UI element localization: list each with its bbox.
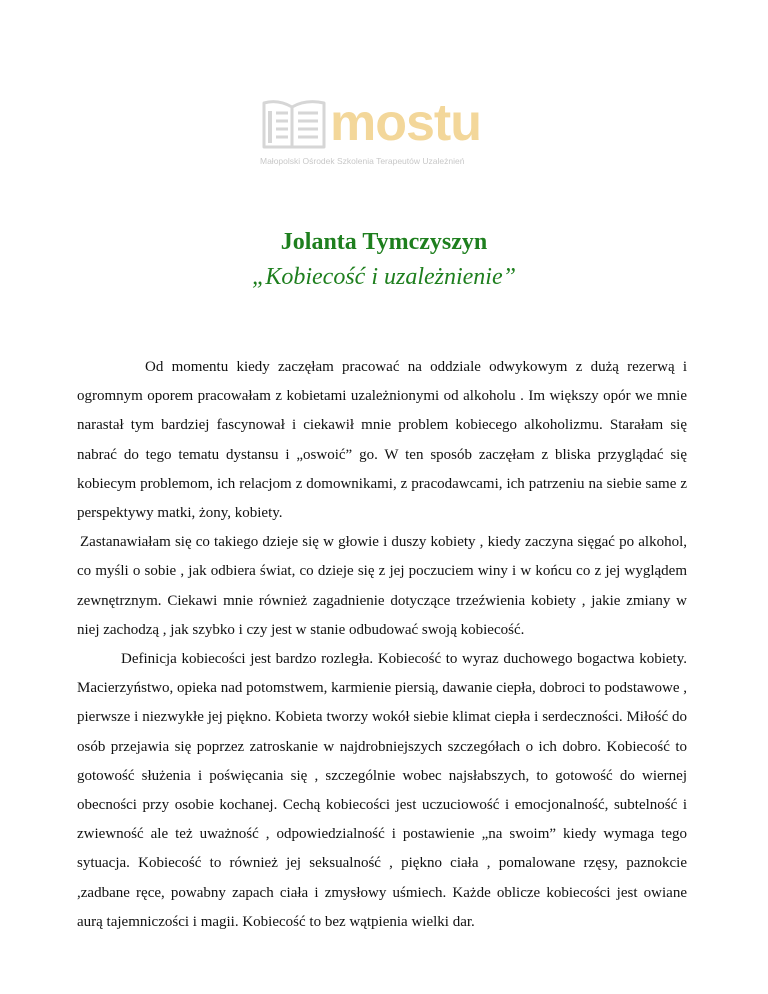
logo — [258, 93, 510, 171]
book-icon — [258, 97, 330, 153]
author-name: Jolanta Tymczyszyn — [280, 229, 488, 255]
document-title: „Kobiecość i uzależnienie” — [252, 264, 516, 290]
paragraph-definition: Definicja kobiecości jest bardzo rozległa. Kobiecość to wyraz duchowego bogactwa kobiety. Macierzyństwo, opieka nad potomstwem, karmienie piersią, dawanie ciepła, dobroci to podstawowe , pierwsze i niezwykłe jej piękno. Kobieta tworzy wokół siebie klimat ciepła i serdeczności. Miłość do osób przejawia się poprzez zatroskanie w najdrobniejszych szczegółach o ich dobro. Kobiecość to gotowość służenia i poświęcania się , szczególnie wobec najsłabszych, to gotowość do wiernej obecności przy osobie kochanej. Cechą kobiecości jest uczuciowość i emocjonalność, subtelność i zwiewność ale też uważność , odpowiedzialność i postawienie „na swoim” kiedy wymaga tego sytuacja. Kobiecość to również jej seksualność , piękno ciała , pomalowane rzęsy, paznokcie ,zadbane ręce, powabny zapach ciała i zmysłowy uśmiech. Każde oblicze kobiecości jest owiane aurą tajemniczości i magii. Kobiecość to bez wątpienia wielki dar. — [77, 651, 687, 930]
paragraph-intro: Od momentu kiedy zaczęłam pracować na oddziale odwykowym z dużą rezerwą i ogromnym oporem pracowałam z kobietami uzależnionymi od alkoholu . Im większy opór we mnie narastał tym bardziej fascynował i ciekawił mnie problem kobiecego alkoholizmu. Starałam się nabrać do tego tematu dystansu i „oswoić” go. W ten sposób zaczęłam z bliska przyglądać się kobiecym problemom, ich relacjom z domownikami, z pracodawcami, ich patrzeniu na siebie same z perspektywy matki, żony, kobiety. — [77, 359, 687, 522]
logo-caption: Małopolski Ośrodek Szkolenia Terapeutów Uzależnień — [260, 156, 465, 166]
paragraph-reflection: Zastanawiałam się co takiego dzieje się w głowie i duszy kobiety , kiedy zaczyna sięgać po alkohol, co myśli o sobie , jak odbiera świat, co dzieje się z jej poczuciem winy i w końcu co z jej wyglądem zewnętrznym. Ciekawi mnie również zagadnienie dotyczące trzeźwienia kobiety , jakie zmiany w niej zachodzą , jak szybko i czy jest w stanie odbudować swoją kobiecość. — [77, 534, 687, 638]
article-body — [77, 353, 687, 937]
logo-wordmark: mostu — [330, 94, 481, 152]
